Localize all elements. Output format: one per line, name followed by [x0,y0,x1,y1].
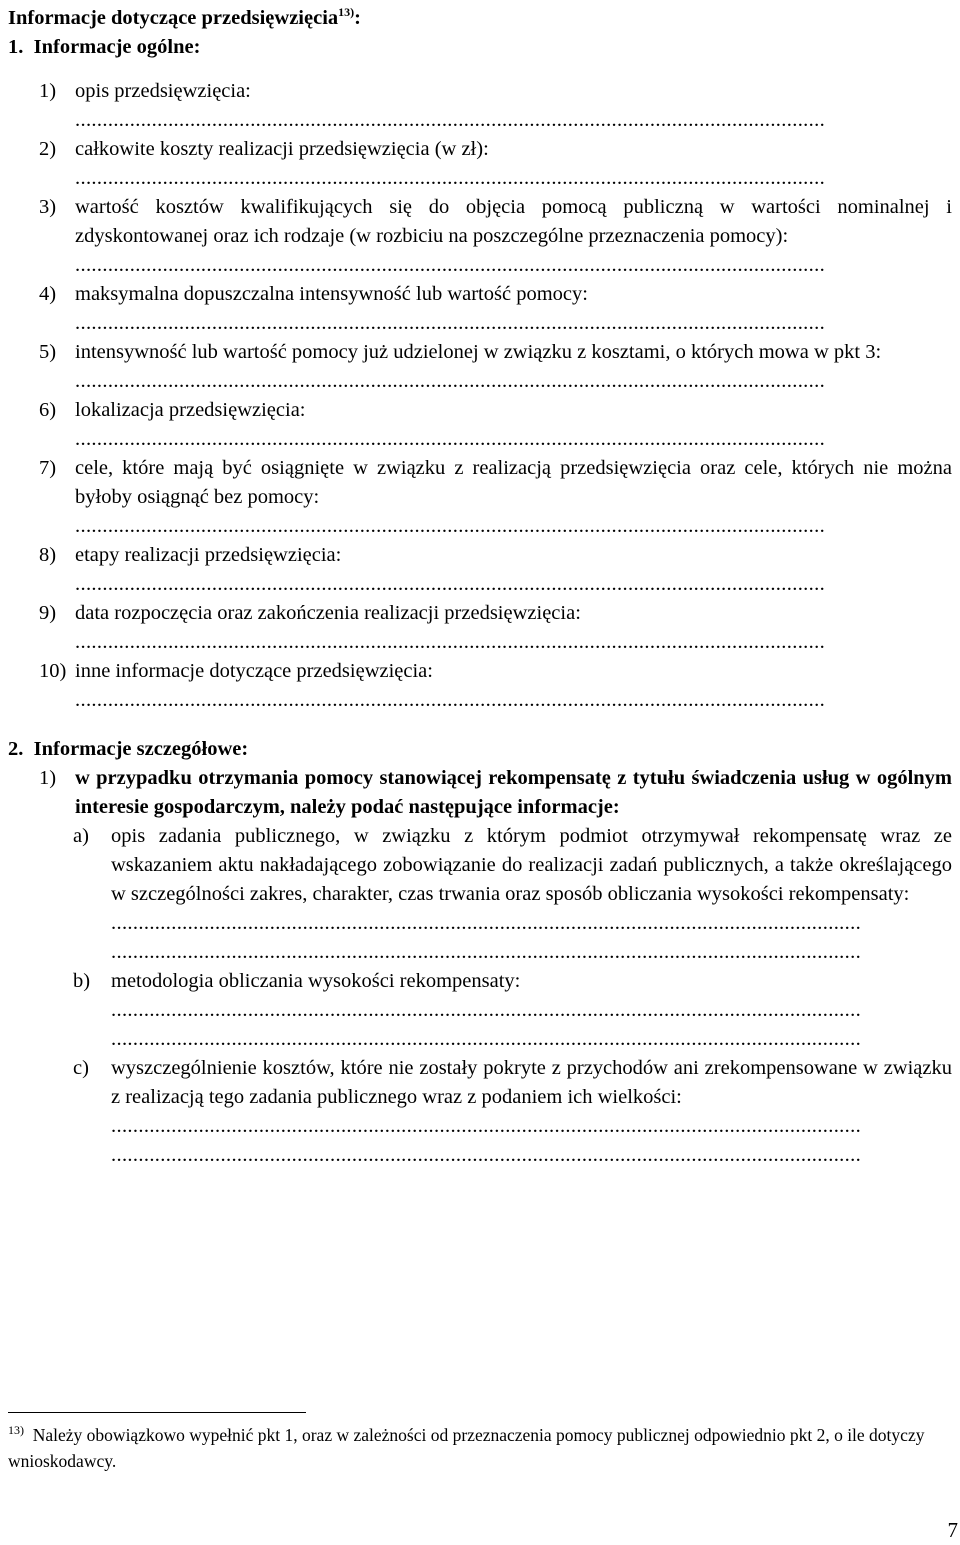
footnote-separator [8,1412,306,1413]
sub-item-text: wyszczególnienie kosztów, które nie zostały pokryte z przychodów ani zrekompensowane w związku z realizacją tego zadania publicznego wraz z podaniem ich wielkości: [111,1057,952,1108]
section-2-heading [8,735,952,764]
title-text: Informacje dotyczące przedsięwzięcia [8,7,339,29]
sub-item-letter: c) [73,1057,89,1079]
item-number: 7) [39,457,57,479]
footnote-text: Należy obowiązkowo wypełnić pkt 1, oraz w zależności od przeznaczenia pomocy publicznej odpowiednio pkt 2, o ile dotyczy wnioskodawcy. [8,1425,925,1471]
fill-line[interactable]: ......................................................................................................................................... [75,515,826,537]
sub-item [8,1054,952,1170]
sub-item [8,967,952,1054]
list-item [8,135,952,193]
fill-line[interactable]: ......................................................................................................................................... [75,312,826,334]
list-item [8,396,952,454]
fill-line[interactable]: ......................................................................................................................................... [75,109,826,131]
item-text: data rozpoczęcia oraz zakończenia realizacji przedsięwzięcia: [75,602,581,624]
sub-item-text: opis zadania publicznego, w związku z którym podmiot otrzymywał rekompensatę wraz ze wskazaniem aktu nakładającego zobowiązanie do realizacji zadań publicznych, a także określającego w szczególności zakres, charakter, czas trwania oraz sposób obliczania wysokości rekompensaty: [111,825,952,905]
item-number: 5) [39,341,57,363]
fill-line[interactable]: ......................................................................................................................................... [111,1115,862,1137]
fill-line[interactable]: ......................................................................................................................................... [75,428,826,450]
item-text: intensywność lub wartość pomocy już udzielonej w związku z kosztami, o których mowa w pkt 3: [75,341,882,363]
list-item [8,193,952,280]
item-text: całkowite koszty realizacji przedsięwzięcia (w zł): [75,138,489,160]
item-number: 10) [39,660,67,682]
section-number: 1. [8,36,24,58]
item-number: 8) [39,544,57,566]
sub-item [8,822,952,967]
fill-line[interactable]: ......................................................................................................................................... [111,941,862,963]
item-number: 9) [39,602,57,624]
list-item [8,338,952,396]
item-number: 1) [39,767,57,789]
list-item [8,280,952,338]
list-item [8,454,952,541]
fill-line[interactable]: ......................................................................................................................................... [111,912,862,934]
list-item [8,77,952,135]
fill-line[interactable]: ......................................................................................................................................... [75,689,826,711]
sub-item-text: metodologia obliczania wysokości rekompensaty: [111,970,521,992]
item-text: maksymalna dopuszczalna intensywność lub wartość pomocy: [75,283,588,305]
footnote-ref: 13) [8,1423,24,1438]
item-number: 6) [39,399,57,421]
section-1-heading [8,33,952,62]
section-number: 2. [8,738,24,760]
fill-line[interactable]: ......................................................................................................................................... [75,370,826,392]
sub-item-letter: b) [73,970,91,992]
item-text: wartość kosztów kwalifikujących się do objęcia pomocą publiczną w wartości nominalnej i zdyskontowanej oraz ich rodzaje (w rozbiciu na poszczególne przeznaczenia pomocy): [75,196,952,247]
list-item [8,657,952,715]
item-text: cele, które mają być osiągnięte w związku z realizacją przedsięwzięcia oraz cele, których nie można byłoby osiągnąć bez pomocy: [75,457,952,508]
title-footnote-ref: 13) [338,5,355,20]
item-text: w przypadku otrzymania pomocy stanowiącej rekompensatę z tytułu świadczenia usług w ogólnym interesie gospodarczym, należy podać następujące informacje: [75,767,952,818]
item-text: etapy realizacji przedsięwzięcia: [75,544,342,566]
fill-line[interactable]: ......................................................................................................................................... [75,167,826,189]
item-text: opis przedsięwzięcia: [75,80,251,102]
page-number: 7 [947,1518,958,1542]
list-item [8,599,952,657]
fill-line[interactable]: ......................................................................................................................................... [75,254,826,276]
document-page [8,0,958,1542]
section-title: Informacje szczegółowe: [33,738,249,760]
section-title: Informacje ogólne: [33,36,201,58]
list-item [8,541,952,599]
fill-line[interactable]: ......................................................................................................................................... [75,573,826,595]
fill-line[interactable]: ......................................................................................................................................... [111,1028,862,1050]
fill-line[interactable]: ......................................................................................................................................... [111,1144,862,1166]
list-item [8,764,952,822]
item-text: lokalizacja przedsięwzięcia: [75,399,306,421]
title-colon: : [354,7,361,29]
item-number: 2) [39,138,57,160]
sub-item-letter: a) [73,825,89,847]
footnote [8,1422,952,1474]
fill-line[interactable]: ......................................................................................................................................... [111,999,862,1021]
document-title [8,4,952,33]
item-text: inne informacje dotyczące przedsięwzięcia: [75,660,433,682]
fill-line[interactable]: ......................................................................................................................................... [75,631,826,653]
item-number: 4) [39,283,57,305]
item-number: 3) [39,196,57,218]
item-number: 1) [39,80,57,102]
